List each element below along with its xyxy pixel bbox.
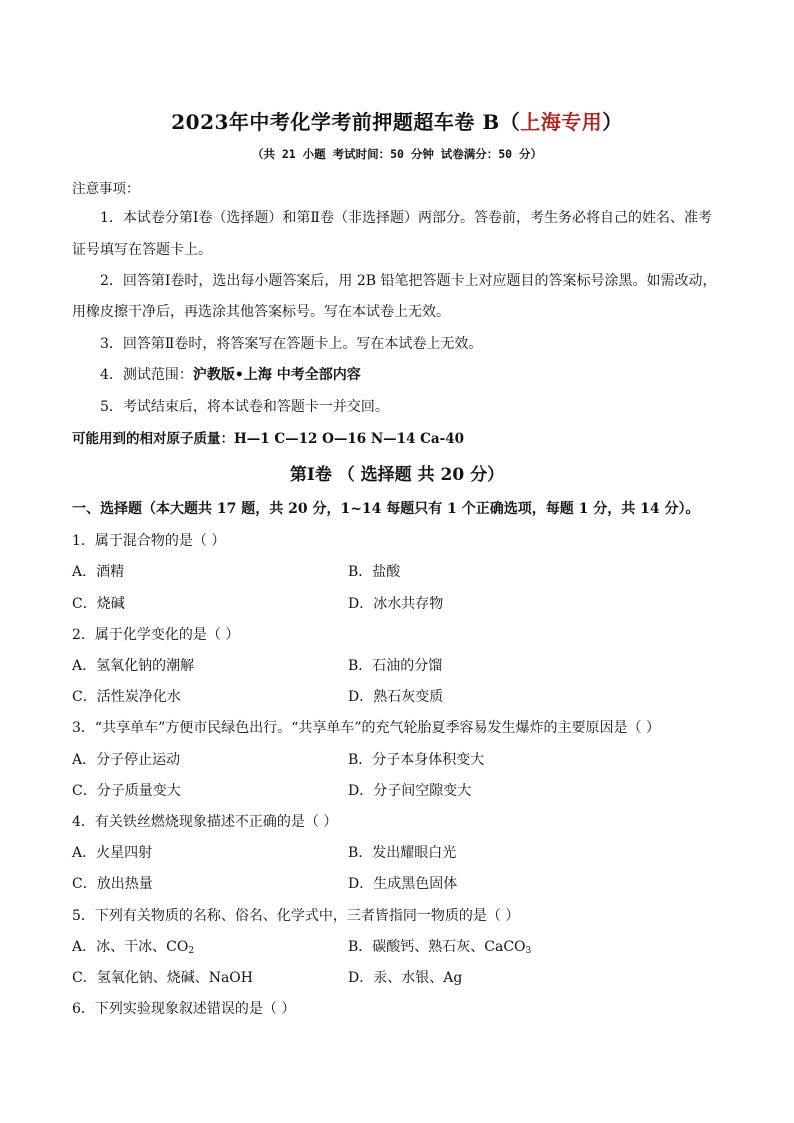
question-5-option-d: D．汞、水银、Ag <box>348 970 463 986</box>
note-5: 5．考试结束后，将本试卷和答题卡一并交回。 <box>100 399 389 415</box>
question-3-option-c: C．分子质量变大 <box>72 783 181 799</box>
question-3-option-b: B．分子本身体积变大 <box>348 752 485 768</box>
question-2-option-d: D．熟石灰变质 <box>348 689 444 705</box>
question-4-option-b: B．发出耀眼白光 <box>348 845 457 861</box>
section-title: 第Ⅰ卷 （ 选择题 共 20 分） <box>289 465 505 485</box>
question-5-option-b <box>348 936 531 956</box>
part-heading: 一、选择题（本大题共 17 题，共 20 分，1~14 每题只有 1 个正确选项，每题 1 分，共 14 分）。 <box>72 501 700 517</box>
note-4-prefix: 4．测试范围： <box>100 367 193 383</box>
question-1-option-b: B．盐酸 <box>348 564 401 580</box>
note-2-line-1: 2．回答第Ⅰ卷时，选出每小题答案后，用 2B 铅笔把答题卡上对应题目的答案标号涂黑。如需改动， <box>100 273 717 289</box>
question-5-option-a-subscript: 2 <box>188 946 195 956</box>
question-1-option-c: C．烧碱 <box>72 596 125 612</box>
question-3-option-d: D．分子间空隙变大 <box>348 783 472 799</box>
notes-heading: 注意事项： <box>72 181 140 197</box>
question-5-option-a-text: A．冰、干冰、CO <box>72 939 189 955</box>
question-2-option-b: B．石油的分馏 <box>348 658 443 674</box>
question-5-option-b-subscript: 3 <box>525 946 532 956</box>
question-3-stem: 3．“共享单车”方便市民绿色出行。“共享单车”的充气轮胎夏季容易发生爆炸的主要原因是（ ） <box>72 720 660 736</box>
question-2-option-a: A．氢氧化钠的潮解 <box>72 658 195 674</box>
question-5-stem: 5．下列有关物质的名称、俗名、化学式中，三者皆指同一物质的是（ ） <box>72 908 520 924</box>
note-3: 3．回答第Ⅱ卷时，将答案写在答题卡上。写在本试卷上无效。 <box>100 336 483 352</box>
question-4-stem: 4．有关铁丝燃烧现象描述不正确的是（ ） <box>72 814 338 830</box>
note-4 <box>100 364 361 384</box>
question-4-option-d: D．生成黑色固体 <box>348 876 458 892</box>
question-1-option-d: D．冰水共存物 <box>348 596 444 612</box>
question-6-stem: 6．下列实验现象叙述错误的是（ ） <box>72 1001 296 1017</box>
exam-subtitle: （共 21 小题 考试时间：50 分钟 试卷满分：50 分） <box>251 147 543 161</box>
title-end: ） <box>602 110 623 134</box>
question-2-stem: 2．属于化学变化的是（ ） <box>72 627 240 643</box>
note-1-line-2: 证号填写在答题卡上。 <box>72 242 212 258</box>
question-4-option-c: C．放出热量 <box>72 876 153 892</box>
title-main: 2023年中考化学考前押题超车卷 B（ <box>171 110 521 134</box>
question-5-option-a <box>72 936 194 956</box>
question-2-option-c: C．活性炭净化水 <box>72 689 181 705</box>
question-1-option-a: A．酒精 <box>72 564 125 580</box>
question-5-option-b-text: B．碳酸钙、熟石灰、CaCO <box>348 939 526 955</box>
question-3-option-a: A．分子停止运动 <box>72 752 181 768</box>
atomic-masses: 可能用到的相对原子质量：H—1 C—12 O—16 N—14 Ca-40 <box>72 431 465 447</box>
question-4-option-a: A．火星四射 <box>72 845 153 861</box>
note-4-scope: 沪教版•上海 中考全部内容 <box>192 367 361 383</box>
question-1-stem: 1．属于混合物的是（ ） <box>72 533 226 549</box>
exam-title <box>0 106 794 135</box>
question-5-option-c: C．氢氧化钠、烧碱、NaOH <box>72 970 253 986</box>
note-2-line-2: 用橡皮擦干净后，再选涂其他答案标号。写在本试卷上无效。 <box>72 304 450 320</box>
note-1-line-1: 1．本试卷分第Ⅰ卷（选择题）和第Ⅱ卷（非选择题）两部分。答卷前，考生务必将自己的姓名、准考 <box>100 210 712 226</box>
title-region: 上海专用 <box>520 110 603 134</box>
